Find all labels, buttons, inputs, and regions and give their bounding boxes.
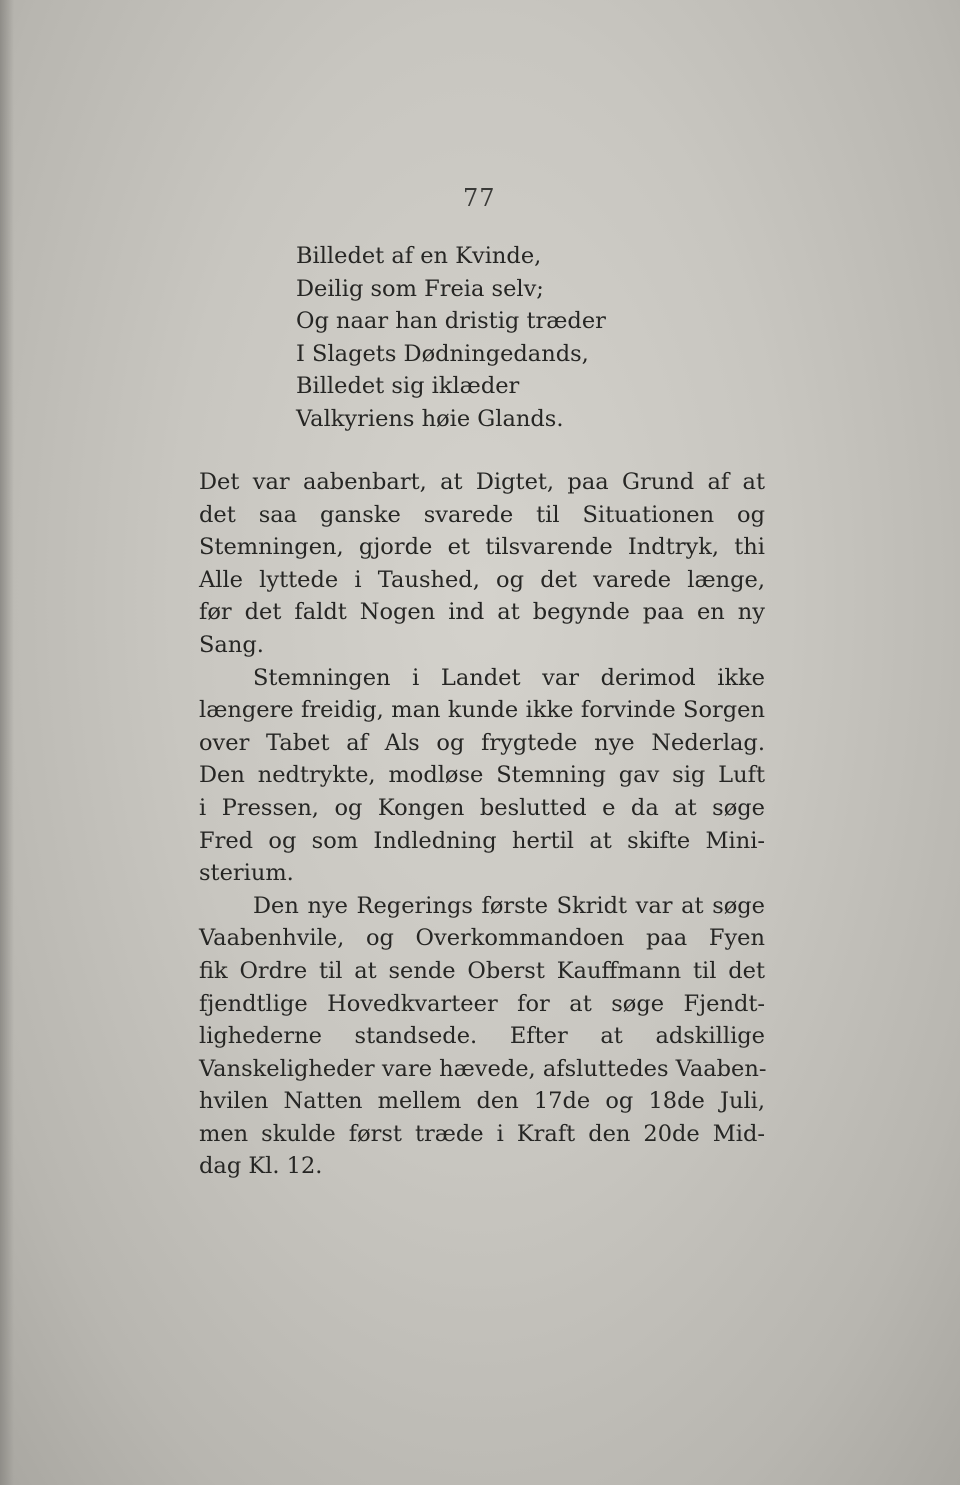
- text-line: det saa ganske svarede til Situationen og: [199, 501, 765, 528]
- paragraph-1: [199, 466, 765, 662]
- poem-stanza: [296, 240, 676, 436]
- text-line: Det var aabenbart, at Digtet, paa Grund af at: [199, 469, 765, 495]
- text-line: Den nye Regerings første Skridt var at søge: [253, 892, 765, 919]
- text-line: længere freidig, man kunde ikke forvinde Sorgen: [199, 697, 765, 724]
- paragraph-2: [199, 662, 765, 890]
- poem-line: I Slagets Dødningedands,: [296, 340, 589, 367]
- poem-line: Og naar han dristig træder: [296, 308, 606, 335]
- text-line: før det faldt Nogen ind at begynde paa en ny: [199, 599, 765, 626]
- text-line: hvilen Natten mellem den 17de og 18de Juli,: [199, 1088, 765, 1115]
- text-line: men skulde først træde i Kraft den 20de Mid-: [199, 1120, 765, 1147]
- body-text: [199, 466, 765, 1183]
- text-line: sterium.: [199, 860, 294, 887]
- poem-line: Valkyriens høie Glands.: [296, 405, 564, 432]
- text-line: Vaabenhvile, og Overkommandoen paa Fyen: [199, 925, 765, 952]
- page-number: 77: [463, 184, 496, 212]
- paragraph-3: [199, 890, 765, 1183]
- text-line: Stemningen, gjorde et tilsvarende Indtryk, thi: [199, 534, 765, 561]
- text-line: fjendtlige Hovedkvarteer for at søge Fjendt-: [199, 990, 765, 1017]
- text-line: lighederne standsede. Efter at adskillige: [199, 1023, 765, 1050]
- text-line: Sang.: [199, 631, 264, 658]
- text-line: Stemningen i Landet var derimod ikke: [253, 664, 765, 691]
- text-line: Vanskeligheder vare hævede, afsluttedes Vaaben-: [199, 1055, 767, 1082]
- poem-line: Deilig som Freia selv;: [296, 275, 544, 302]
- text-line: Den nedtrykte, modløse Stemning gav sig Luft: [199, 762, 765, 789]
- text-line: i Pressen, og Kongen beslutted e da at søge: [199, 794, 765, 821]
- poem-line: Billedet af en Kvinde,: [296, 243, 542, 269]
- text-line: over Tabet af Als og frygtede nye Nederlag.: [199, 729, 765, 756]
- poem-line: Billedet sig iklæder: [296, 373, 520, 400]
- text-line: Alle lyttede i Taushed, og det varede længe,: [199, 566, 765, 593]
- text-line: fik Ordre til at sende Oberst Kauffmann til det: [199, 957, 765, 984]
- text-line: Fred og som Indledning hertil at skifte Mini-: [199, 827, 765, 854]
- text-line: dag Kl. 12.: [199, 1153, 323, 1180]
